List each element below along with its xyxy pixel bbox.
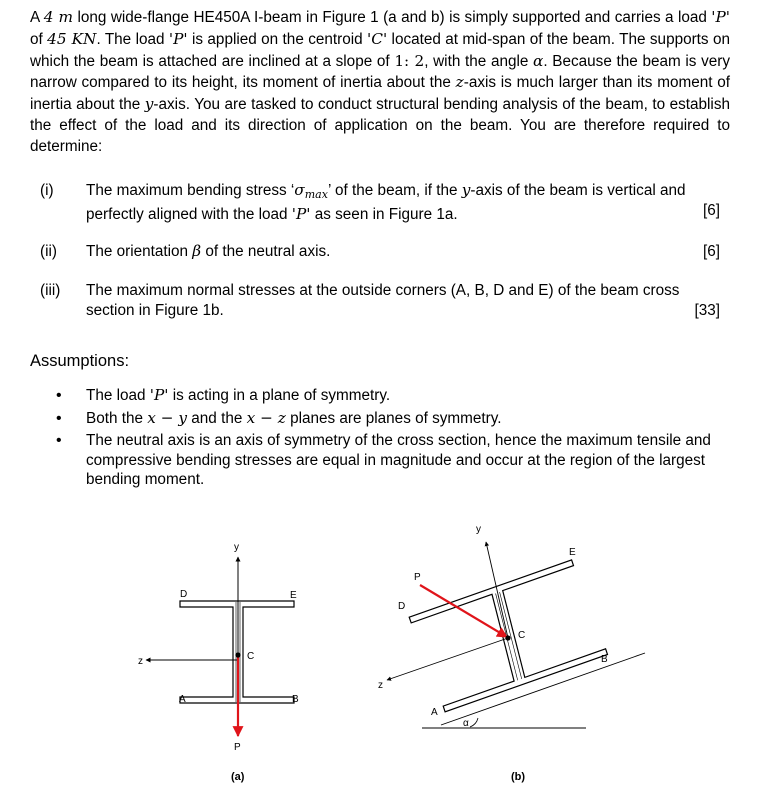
svg-text:y: y <box>234 542 239 553</box>
figure-a <box>138 542 299 783</box>
marks-ii: [6] <box>702 243 720 260</box>
svg-text:z: z <box>378 680 383 691</box>
question-iii: (iii) The maximum normal stresses at the outside corners (A, B, D and E) of the beam cross section in Figure 1b. [33] <box>40 282 720 319</box>
assumptions-list <box>30 386 720 493</box>
slope-value: 1: 2 <box>394 51 425 70</box>
assumption-item: • The load 'P' is acting in a plane of symmetry. <box>30 386 720 406</box>
svg-text:P: P <box>234 742 241 753</box>
assumption-item: • Both the x − y and the x − z planes are planes of symmetry. <box>30 409 720 429</box>
svg-text:α: α <box>463 718 469 729</box>
centroid-point-b <box>505 635 510 640</box>
svg-text:C: C <box>247 651 255 662</box>
z-axis-b <box>387 638 508 680</box>
question-i: (i) The maximum bending stress ‘$\sigma_{max}$’ of the beam, if the y-axis of the beam is vertical and perfectly aligned with the load 'P' as seen in Figure 1a. [6] <box>40 181 720 223</box>
load-value: 45 KN <box>47 29 97 48</box>
support-slope <box>441 653 645 725</box>
figure-b <box>378 524 645 783</box>
assumption-item: • The neutral axis is an axis of symmetry of the cross section, hence the maximum tensile and compressive bending stresses are equal in magnitude and occur at the region of the largest bending moment. <box>30 431 720 490</box>
question-ii: (ii) The orientation β of the neutral axis. [6] <box>40 242 720 260</box>
figure-1 <box>0 500 770 800</box>
alpha-arc <box>470 718 478 727</box>
beam-length: 4 m <box>43 8 74 26</box>
marks-iii: [33] <box>694 302 720 319</box>
centroid-point-a <box>235 652 240 657</box>
svg-text:P: P <box>414 572 421 583</box>
problem-statement: A 4 m long wide-flange HE450A I-beam in Figure 1 (a and b) is simply supported and carries a load 'P' of 45 KN. The load 'P' is applied on the centroid 'C' located at mid-span of the beam. The supports on which the beam is attached are inclined at a slope of 1: 2, with the angle α. Because the beam is very narrow compared to its height, its moment of inertia about the z-axis is much larger than its moment of inertia about the y-axis. You are tasked to conduct structural bending analysis of the beam, to establish the effect of the load and its direction of application on the beam. You are therefore required to determine: <box>30 8 730 155</box>
svg-text:D: D <box>398 601 406 612</box>
svg-text:y: y <box>476 524 481 535</box>
svg-text:D: D <box>180 589 188 600</box>
svg-text:E: E <box>569 547 576 558</box>
assumptions-title: Assumptions: <box>30 352 130 370</box>
svg-text:A: A <box>431 707 438 718</box>
caption-a: (a) <box>231 771 245 783</box>
svg-text:A: A <box>179 694 186 705</box>
svg-text:B: B <box>292 694 299 705</box>
svg-text:B: B <box>601 654 608 665</box>
svg-text:E: E <box>290 590 297 601</box>
svg-text:z: z <box>138 656 143 667</box>
svg-text:C: C <box>518 630 526 641</box>
marks-i: [6] <box>702 202 720 219</box>
caption-b: (b) <box>511 771 526 783</box>
